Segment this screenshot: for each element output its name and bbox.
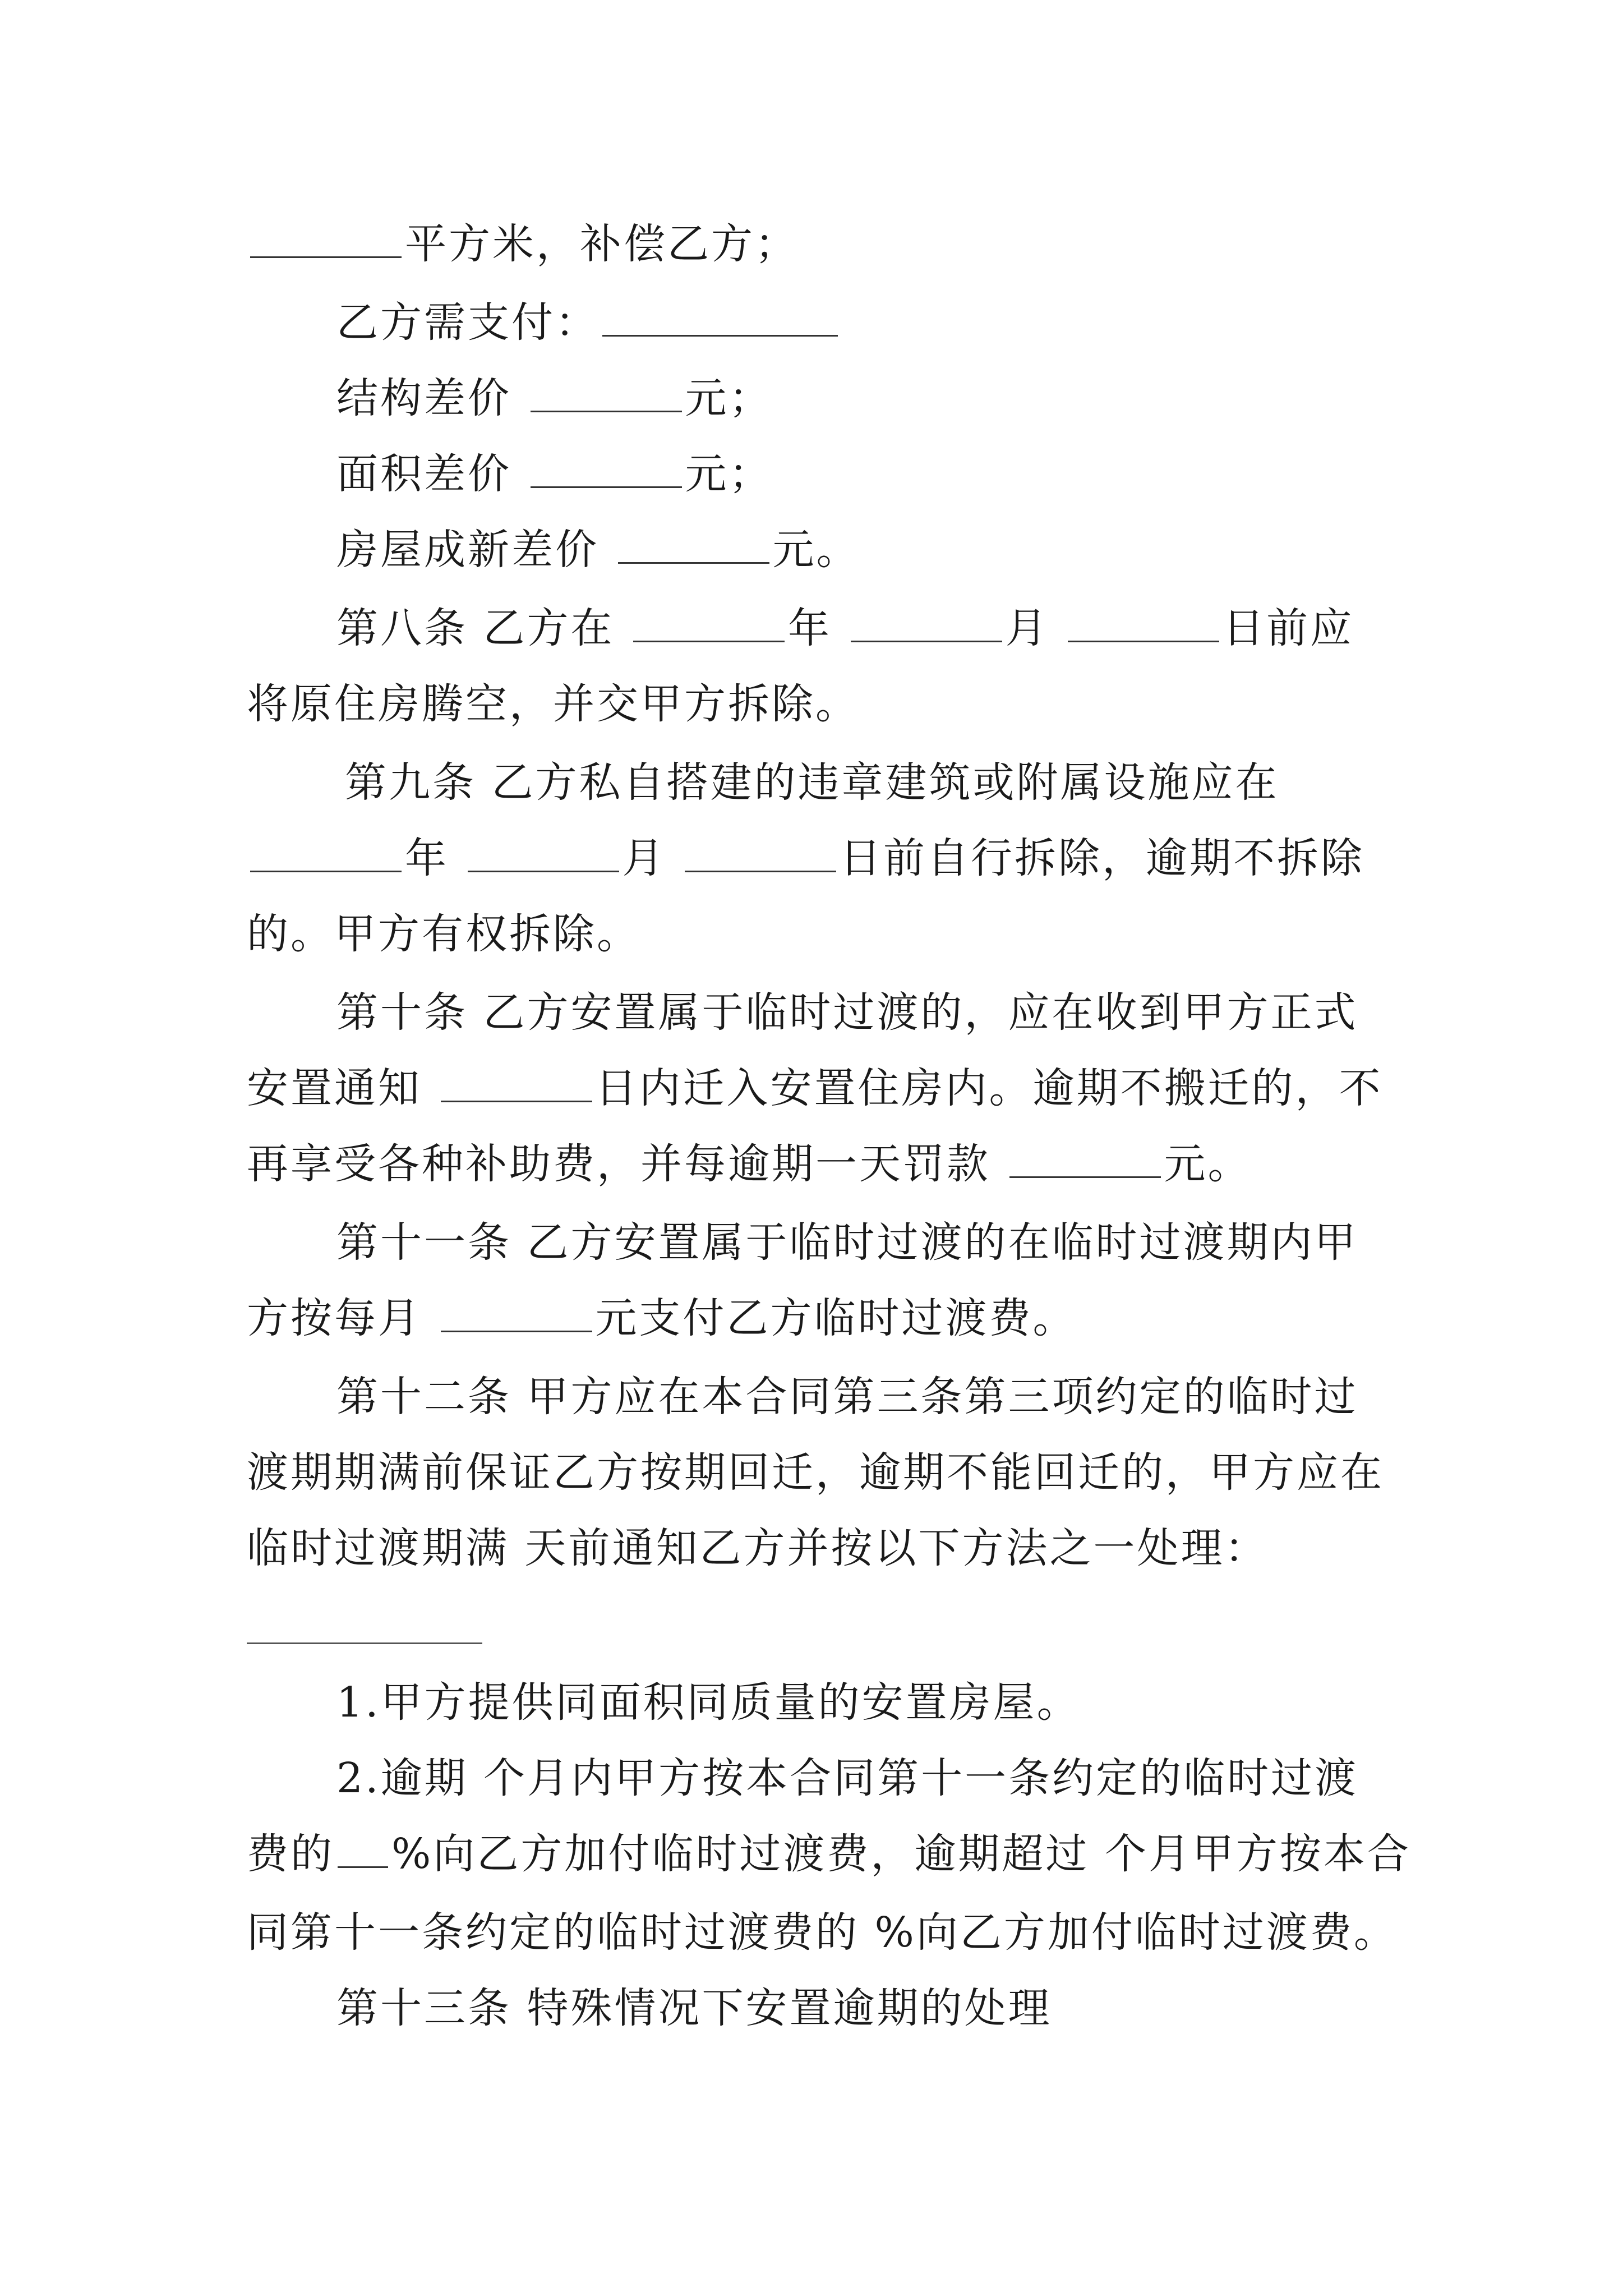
text-line-8	[345, 749, 1279, 816]
text-line-2	[336, 289, 841, 356]
blank-field	[250, 831, 402, 872]
blank-field	[531, 371, 682, 412]
text-segment: 元。	[1164, 1140, 1252, 1188]
text-line-19	[336, 1669, 1081, 1736]
text-line-13	[247, 1130, 1252, 1198]
text-segment: %向乙方加付临时过渡费，逾期超过 个月甲方按本合	[391, 1830, 1411, 1878]
text-line-22	[247, 1899, 1398, 1966]
text-segment: 乙方需支付：	[336, 298, 599, 347]
text-line-5	[336, 516, 860, 583]
divider-rule	[247, 1642, 482, 1644]
text-line-21	[247, 1820, 1411, 1888]
text-segment: 第十二条 甲方应在本合同第三条第三项约定的临时过	[336, 1373, 1358, 1421]
text-line-6	[336, 595, 1354, 662]
blank-field	[602, 296, 838, 337]
text-line-11	[336, 979, 1358, 1046]
text-segment: 再享受各种补助费，并每逾期一天罚款	[247, 1140, 1006, 1188]
text-segment: 第十一条 乙方安置属于临时过渡的在临时过渡期内甲	[336, 1218, 1358, 1267]
text-segment: 年	[788, 604, 847, 652]
text-segment: 平方米，补偿乙方；	[405, 220, 799, 268]
blank-field	[531, 447, 682, 488]
text-segment: 同第十一条约定的临时过渡费的 %向乙方加付临时过渡费。	[247, 1908, 1398, 1957]
blank-field	[1068, 601, 1219, 642]
text-segment: 第十三条 特殊情况下安置逾期的处理	[336, 1984, 1052, 2032]
blank-field	[338, 1827, 388, 1868]
text-line-4	[336, 440, 773, 508]
text-line-14	[336, 1209, 1358, 1276]
text-segment: 月	[1005, 604, 1065, 652]
text-line-3	[336, 365, 773, 432]
text-segment: 日前自行拆除，逾期不拆除	[840, 834, 1365, 882]
text-segment: 日内迁入安置住房内。逾期不搬迁的，不	[595, 1064, 1383, 1112]
text-segment: 元。	[772, 526, 860, 574]
text-segment: 的。甲方有权拆除。	[247, 910, 640, 958]
text-segment: 费的	[247, 1830, 334, 1878]
text-segment: 结构差价	[336, 374, 527, 422]
text-segment: 2.逾期 个月内甲方按本合同第十一条约定的临时过渡	[336, 1754, 1359, 1802]
text-line-9	[247, 825, 1364, 892]
text-segment: 房屋成新差价	[336, 526, 615, 574]
text-line-23	[336, 1975, 1052, 2042]
text-segment: 面积差价	[336, 450, 527, 498]
blank-field	[851, 601, 1002, 642]
text-line-7	[247, 670, 859, 738]
blank-field	[618, 523, 769, 564]
blank-field	[1009, 1137, 1161, 1178]
blank-field	[633, 601, 785, 642]
text-line-20	[336, 1745, 1358, 1812]
text-line-16	[336, 1363, 1358, 1430]
text-line-15	[247, 1285, 1077, 1352]
blank-field	[468, 831, 619, 872]
text-line-12	[247, 1055, 1383, 1122]
text-segment: 安置通知	[247, 1064, 437, 1112]
text-segment: 年	[405, 834, 464, 882]
blank-field	[441, 1061, 592, 1102]
blank-field	[685, 831, 836, 872]
text-line-17	[247, 1439, 1384, 1506]
text-segment: 将原住房腾空，并交甲方拆除。	[247, 680, 859, 728]
text-segment: 月	[622, 834, 682, 882]
text-segment: 日前应	[1223, 604, 1354, 652]
text-line-18	[247, 1515, 1269, 1582]
text-segment: 元；	[685, 374, 773, 422]
text-segment: 临时过渡期满 天前通知乙方并按以下方法之一处理：	[247, 1524, 1269, 1572]
text-segment: 渡期期满前保证乙方按期回迁，逾期不能回迁的，甲方应在	[247, 1448, 1384, 1497]
text-segment: 第八条 乙方在	[336, 604, 630, 652]
text-segment: 方按每月	[247, 1294, 437, 1342]
text-line-10	[247, 900, 640, 968]
blank-field	[441, 1291, 592, 1332]
text-segment: 元支付乙方临时过渡费。	[595, 1294, 1077, 1342]
text-segment: 元；	[685, 450, 773, 498]
text-line-1	[247, 210, 799, 278]
text-segment: 第九条 乙方私自搭建的违章建筑或附属设施应在	[345, 758, 1279, 807]
blank-field	[250, 217, 402, 258]
text-segment: 1.甲方提供同面积同质量的安置房屋。	[336, 1678, 1081, 1727]
text-segment: 第十条 乙方安置属于临时过渡的，应在收到甲方正式	[336, 988, 1358, 1037]
